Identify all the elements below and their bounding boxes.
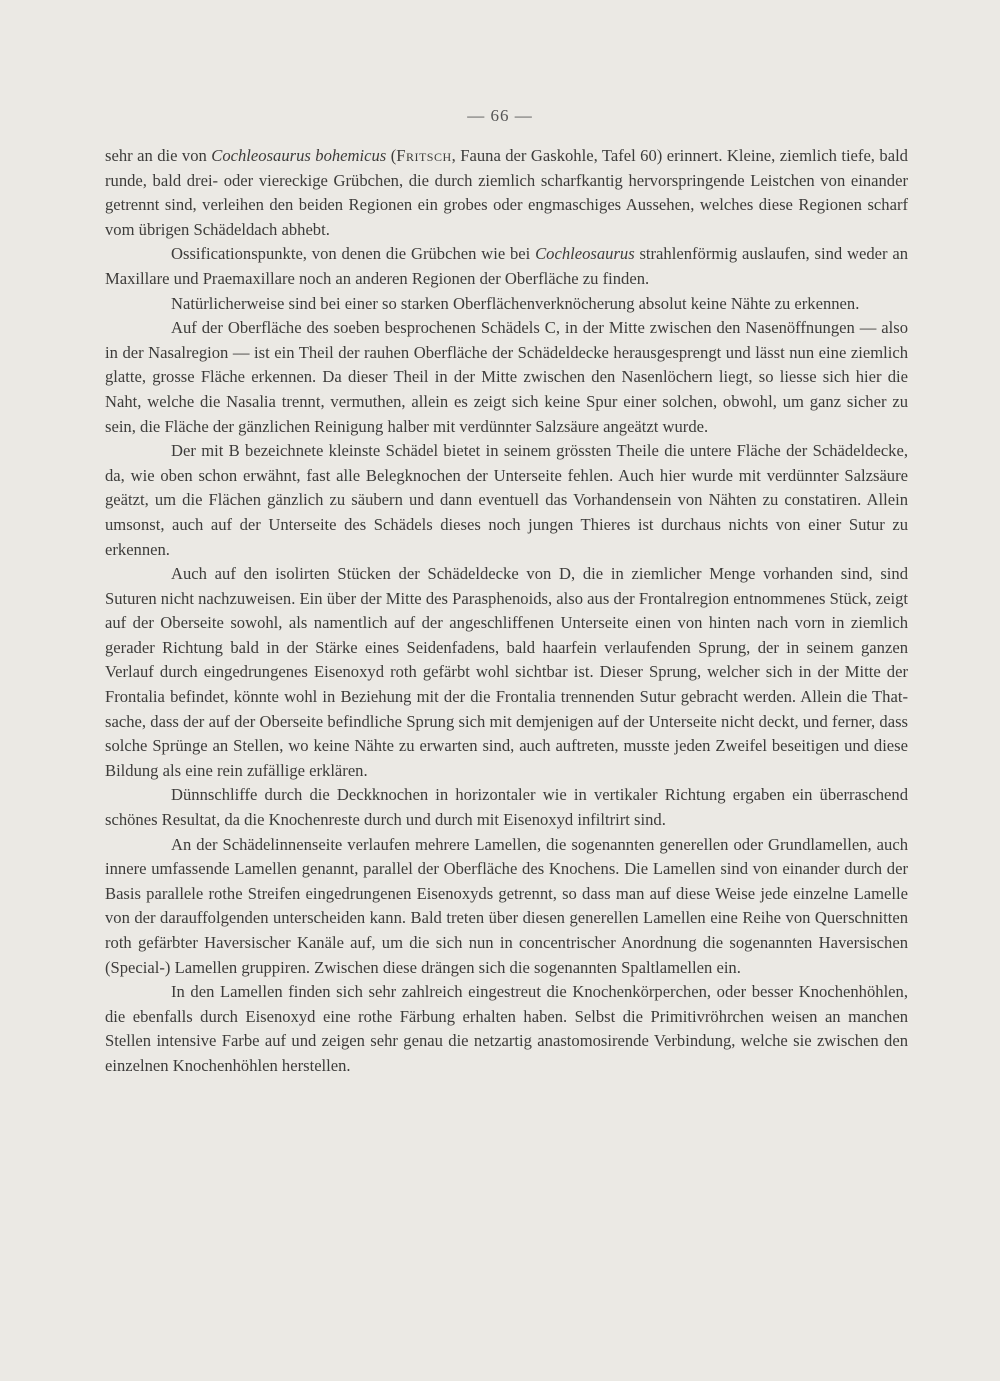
body-text [105, 144, 908, 1079]
text-run: ( [386, 146, 397, 165]
text-run: Dünnschliffe durch die Deckknochen in horizontaler wie in vertikaler Richtung ergaben ein überraschend schönes Resultat, da die Knochenreste durch und durch mit Eisenoxyd infiltrirt sind. [105, 785, 908, 830]
paragraph [105, 833, 908, 981]
page-number: — 66 — [467, 106, 533, 125]
paragraph [105, 783, 908, 832]
text-run: , Fauna der Gaskohle, Tafel 60) erinnert. Kleine, ziemlich tiefe, bald runde, bald drei- oder viereckige Grübchen, die durch ziemlich scharfkantig hervorspringende Leistchen von einander getrennt sind, verleihen den beiden Regionen ein grobes oder engmaschiges Aussehen, welches diese Regionen scharf vom übrigen Schädeldach abhebt. [105, 146, 908, 239]
text-run: Der mit B bezeichnete kleinste Schädel bietet in seinem grössten Theile die untere Fläche der Schädeldecke, da, wie oben schon erwähnt, fast alle Belegknochen der Unterseite fehlen. Auch hier wurde mit verdünnter Salzsäure geätzt, um die Flächen gänzlich zu säubern und dann eventuell das Vorhandensein von Nähten zu constatiren. Allein umsonst, auch auf der Unterseite des Schädels dieses noch jungen Thieres ist durchaus nichts von einer Sutur zu erkennen. [105, 441, 908, 559]
paragraph [105, 439, 908, 562]
text-run: sehr an die von [105, 146, 212, 165]
paragraph [105, 316, 908, 439]
paragraph [105, 292, 908, 317]
text-run: Auf der Oberfläche des soeben besprochenen Schädels C, in der Mitte zwischen den Nasenöffnungen — also in der Nasalregion — ist ein Theil der rauhen Oberfläche der Schädeldecke herausgesprengt und lässt nun eine ziemlich glatte, grosse Fläche erkennen. Da dieser Theil in der Mitte zwischen den Nasenlöchern liegt, so liesse sich hier die Naht, welche die Nasalia trennt, vermuthen, allein es zeigt sich keine Spur einer solchen, obwohl, um ganz sicher zu sein, die Fläche der gänzlichen Reinigung halber mit verdünnter Salzsäure angeätzt wurde. [105, 318, 908, 436]
text-run: Natürlicherweise sind bei einer so starken Oberflächenverknöcherung absolut keine Nähte zu erkennen. [171, 293, 860, 313]
paragraph [105, 242, 908, 291]
text-run: strahlenförmig auslaufen, sind weder an Maxillare und Praemaxillare noch an anderen Regionen der Oberfläche zu finden. [105, 244, 908, 288]
text-run: In den Lamellen finden sich sehr zahlreich eingestreut die Knochenkörperchen, oder besser Knochenhöhlen, die ebenfalls durch Eisenoxyd eine rothe Färbung erhalten haben. Selbst die Primitivröhrchen weisen an manchen Stellen intensive Farbe auf und zeigen sehr genau die netzartig anastomosirende Verbindung, welche sie zwischen den einzelnen Knochenhöhlen herstellen. [105, 982, 908, 1075]
text-run: An der Schädelinnenseite verlaufen mehrere Lamellen, die sogenannten generellen oder Grundlamellen, auch innere umfassende Lamellen genannt, parallel der Oberfläche des Knochens. Die Lamellen sind von einander durch der Basis parallele rothe Streifen eingedrungenen Eisenoxyds getrennt, so dass man auf diese Weise jede einzelne Lamelle von der darauffolgenden unterscheiden kann. Bald treten über diesen generellen Lamellen eine Reihe von Querschnitten roth gefärbter Haversischer Kanäle auf, um die sich nun in concentrischer Anordnung die sogenannten Haversischen (Special-) Lamellen gruppiren. Zwischen diese drängen sich die sogenannten Spaltlamellen ein. [105, 834, 908, 977]
paragraph [105, 562, 908, 783]
paragraph [105, 144, 908, 242]
text-run: Ossificationspunkte, von denen die Grübchen wie bei [171, 244, 536, 264]
italic-taxon-name: Cochleosaurus [535, 244, 635, 264]
paragraph [105, 980, 908, 1078]
italic-taxon-name: Cochleosaurus bohemicus [211, 146, 387, 165]
author-name: Fritsch [396, 146, 452, 165]
text-run: Auch auf den isolirten Stücken der Schädeldecke von D, die in ziemlicher Menge vorhanden sind, sind Suturen nicht nachzuweisen. Ein über der Mitte des Parasphenoids, also aus der Frontalregion entnommenes Stück, zeigt auf der Oberseite sowohl, als namentlich auf der angeschliffenen Unterseite einen von hinten nach vorn in ziemlich gerader Richtung bald in der Stärke eines Seidenfadens, bald haarfein verlaufenden Sprung, der in seinem ganzen Verlauf durch eingedrungenes Eisenoxyd roth gefärbt wohl sichtbar ist. Dieser Sprung, welcher sich in der Mitte der Frontalia befindet, könnte wohl in Beziehung mit der die Frontalia trennenden Sutur gebracht werden. Allein die Thatsache, dass der auf der Oberseite befindliche Sprung sich mit demjenigen auf der Unterseite nicht deckt, und ferner, dass solche Sprünge an Stellen, wo keine Nähte zu erwarten sind, auch auftreten, musste jeden Zweifel beseitigen und diese Bildung als eine rein zufällige erklären. [105, 564, 908, 780]
